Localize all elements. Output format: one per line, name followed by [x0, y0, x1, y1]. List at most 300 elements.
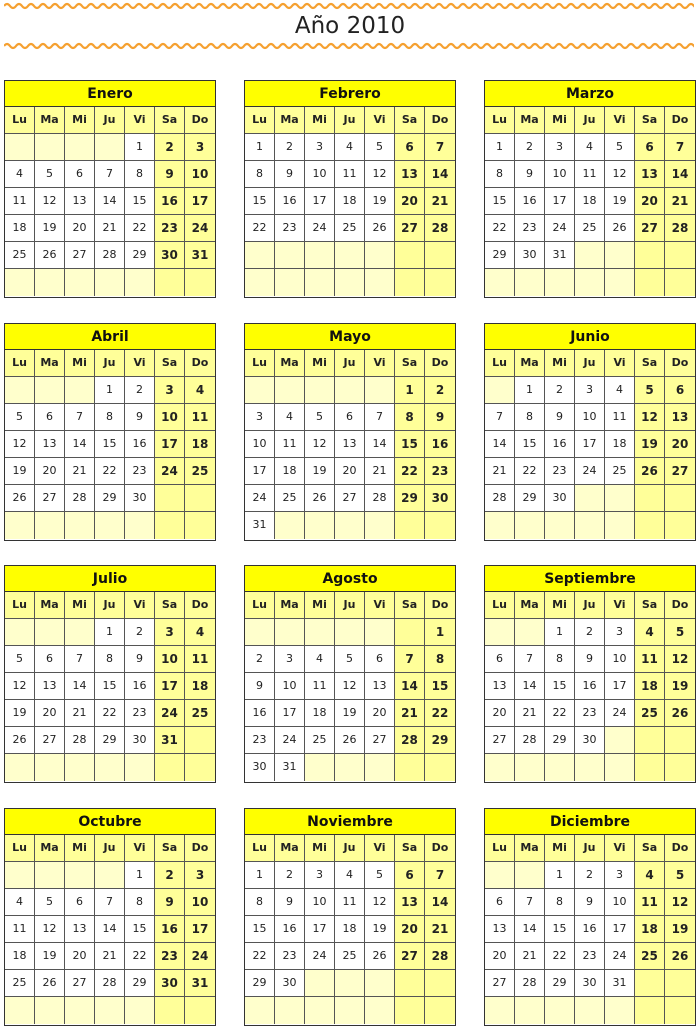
day-cell: 24 [605, 943, 635, 970]
week-row [485, 619, 695, 646]
day-cell: 12 [5, 673, 35, 700]
day-cell: 13 [665, 404, 695, 431]
day-cell: 21 [95, 215, 125, 242]
week-row [5, 646, 215, 673]
day-cell: 13 [35, 431, 65, 458]
day-cell: 21 [665, 188, 695, 215]
weekday-label: Mi [305, 107, 335, 134]
day-cell: 14 [95, 188, 125, 215]
day-cell: 1 [515, 377, 545, 404]
day-cell: 16 [245, 700, 275, 727]
empty-cell [485, 754, 515, 781]
day-cell: 5 [365, 862, 395, 889]
empty-cell [245, 242, 275, 269]
week-row [245, 619, 455, 646]
day-cell: 27 [395, 215, 425, 242]
day-cell: 20 [65, 943, 95, 970]
empty-cell [635, 269, 665, 296]
empty-cell [425, 997, 455, 1024]
month-name: Octubre [5, 809, 215, 835]
day-cell: 21 [515, 700, 545, 727]
day-cell: 5 [305, 404, 335, 431]
day-cell: 10 [185, 889, 215, 916]
day-cell: 7 [485, 404, 515, 431]
day-cell: 2 [275, 862, 305, 889]
day-cell: 23 [275, 215, 305, 242]
week-row [245, 404, 455, 431]
weekday-label: Sa [155, 835, 185, 862]
empty-cell [125, 269, 155, 296]
day-cell: 29 [395, 485, 425, 512]
day-cell: 1 [125, 862, 155, 889]
day-cell: 26 [5, 727, 35, 754]
week-row [5, 242, 215, 269]
empty-cell [395, 512, 425, 539]
empty-cell [65, 377, 95, 404]
day-cell: 30 [155, 242, 185, 269]
wave-decoration-bottom [4, 40, 694, 52]
week-row [5, 134, 215, 161]
day-cell: 27 [365, 727, 395, 754]
empty-cell [35, 754, 65, 781]
weekday-label: Lu [485, 592, 515, 619]
day-cell: 12 [365, 161, 395, 188]
day-cell: 6 [35, 646, 65, 673]
day-cell: 12 [5, 431, 35, 458]
week-row [485, 862, 695, 889]
day-cell: 15 [95, 431, 125, 458]
day-cell: 20 [35, 458, 65, 485]
empty-cell [335, 997, 365, 1024]
weekday-label: Sa [395, 107, 425, 134]
day-cell: 10 [155, 404, 185, 431]
day-cell: 20 [35, 700, 65, 727]
day-cell: 9 [275, 161, 305, 188]
day-cell: 1 [485, 134, 515, 161]
wave-decoration-top [4, 0, 694, 12]
weekday-header-row [485, 835, 695, 862]
day-cell: 21 [485, 458, 515, 485]
empty-cell [635, 970, 665, 997]
day-cell: 24 [305, 943, 335, 970]
weekday-label: Lu [245, 835, 275, 862]
week-row [5, 619, 215, 646]
week-row [5, 188, 215, 215]
weekday-label: Lu [245, 592, 275, 619]
weekday-label: Ju [95, 107, 125, 134]
day-cell: 7 [65, 404, 95, 431]
day-cell: 10 [575, 404, 605, 431]
day-cell: 27 [665, 458, 695, 485]
weekday-label: Ma [275, 592, 305, 619]
week-row [5, 161, 215, 188]
empty-cell [275, 242, 305, 269]
day-cell: 11 [275, 431, 305, 458]
day-cell: 2 [425, 377, 455, 404]
empty-cell [515, 754, 545, 781]
week-row [5, 269, 215, 296]
weekday-label: Vi [125, 835, 155, 862]
day-cell: 14 [515, 916, 545, 943]
day-cell: 24 [185, 215, 215, 242]
day-cell: 23 [275, 943, 305, 970]
day-cell: 8 [515, 404, 545, 431]
weekday-label: Ju [95, 835, 125, 862]
day-cell: 22 [125, 215, 155, 242]
weekday-label: Ma [35, 350, 65, 377]
day-cell: 6 [65, 161, 95, 188]
empty-cell [545, 997, 575, 1024]
empty-cell [95, 269, 125, 296]
day-cell: 19 [335, 700, 365, 727]
week-row [5, 431, 215, 458]
day-cell: 13 [365, 673, 395, 700]
weekday-label: Do [665, 835, 695, 862]
empty-cell [365, 619, 395, 646]
week-row [485, 673, 695, 700]
weekday-label: Ju [95, 350, 125, 377]
weekday-label: Sa [155, 592, 185, 619]
day-cell: 5 [5, 404, 35, 431]
weekday-label: Do [665, 592, 695, 619]
day-cell: 12 [665, 889, 695, 916]
day-cell: 11 [605, 404, 635, 431]
day-cell: 19 [5, 700, 35, 727]
day-cell: 1 [545, 619, 575, 646]
empty-cell [515, 512, 545, 539]
empty-cell [65, 512, 95, 539]
day-cell: 24 [575, 458, 605, 485]
day-cell: 1 [425, 619, 455, 646]
day-cell: 28 [65, 485, 95, 512]
day-cell: 13 [65, 916, 95, 943]
day-cell: 12 [605, 161, 635, 188]
day-cell: 19 [365, 188, 395, 215]
day-cell: 17 [305, 188, 335, 215]
empty-cell [185, 485, 215, 512]
day-cell: 18 [335, 188, 365, 215]
week-row [485, 404, 695, 431]
empty-cell [665, 997, 695, 1024]
day-cell: 14 [365, 431, 395, 458]
day-cell: 25 [305, 727, 335, 754]
weekday-header-row [5, 592, 215, 619]
empty-cell [35, 997, 65, 1024]
day-cell: 10 [155, 646, 185, 673]
day-cell: 13 [635, 161, 665, 188]
day-cell: 16 [125, 431, 155, 458]
day-cell: 30 [515, 242, 545, 269]
day-cell: 11 [635, 889, 665, 916]
day-cell: 26 [665, 943, 695, 970]
day-cell: 3 [245, 404, 275, 431]
empty-cell [335, 377, 365, 404]
weekday-label: Sa [635, 835, 665, 862]
day-cell: 2 [515, 134, 545, 161]
day-cell: 9 [155, 889, 185, 916]
page-title: Año 2010 [294, 13, 406, 39]
weekday-label: Sa [395, 592, 425, 619]
weekday-label: Do [185, 350, 215, 377]
weekday-header-row [245, 350, 455, 377]
empty-cell [65, 134, 95, 161]
day-cell: 4 [185, 619, 215, 646]
day-cell: 10 [275, 673, 305, 700]
weekday-label: Ju [575, 107, 605, 134]
day-cell: 30 [275, 970, 305, 997]
day-cell: 5 [365, 134, 395, 161]
day-cell: 29 [95, 727, 125, 754]
day-cell: 28 [95, 970, 125, 997]
month-name: Junio [485, 324, 695, 350]
day-cell: 4 [5, 889, 35, 916]
day-cell: 24 [305, 215, 335, 242]
day-cell: 17 [185, 188, 215, 215]
empty-cell [35, 619, 65, 646]
day-cell: 29 [95, 485, 125, 512]
day-cell: 16 [125, 673, 155, 700]
day-cell: 2 [245, 646, 275, 673]
day-cell: 19 [665, 673, 695, 700]
empty-cell [605, 242, 635, 269]
day-cell: 8 [125, 161, 155, 188]
empty-cell [305, 997, 335, 1024]
weekday-header-row [485, 107, 695, 134]
empty-cell [5, 269, 35, 296]
empty-cell [155, 512, 185, 539]
empty-cell [425, 512, 455, 539]
day-cell: 29 [545, 727, 575, 754]
empty-cell [125, 754, 155, 781]
day-cell: 25 [635, 943, 665, 970]
day-cell: 23 [155, 943, 185, 970]
day-cell: 3 [155, 619, 185, 646]
day-cell: 10 [245, 431, 275, 458]
day-cell: 6 [395, 134, 425, 161]
day-cell: 9 [425, 404, 455, 431]
day-cell: 11 [5, 916, 35, 943]
day-cell: 21 [65, 458, 95, 485]
weekday-label: Mi [545, 107, 575, 134]
day-cell: 1 [95, 619, 125, 646]
empty-cell [365, 269, 395, 296]
week-row [485, 161, 695, 188]
empty-cell [65, 862, 95, 889]
day-cell: 28 [365, 485, 395, 512]
weekday-label: Ma [515, 835, 545, 862]
day-cell: 8 [95, 646, 125, 673]
empty-cell [155, 997, 185, 1024]
day-cell: 18 [605, 431, 635, 458]
day-cell: 27 [635, 215, 665, 242]
weekday-header-row [485, 350, 695, 377]
day-cell: 22 [95, 700, 125, 727]
day-cell: 31 [245, 512, 275, 539]
day-cell: 14 [425, 161, 455, 188]
month-name: Abril [5, 324, 215, 350]
empty-cell [125, 997, 155, 1024]
day-cell: 5 [635, 377, 665, 404]
weekday-label: Mi [545, 592, 575, 619]
day-cell: 13 [395, 161, 425, 188]
day-cell: 29 [245, 970, 275, 997]
month-name: Septiembre [485, 566, 695, 592]
month-octubre [4, 808, 216, 1026]
day-cell: 18 [5, 943, 35, 970]
day-cell: 10 [305, 889, 335, 916]
empty-cell [575, 512, 605, 539]
day-cell: 8 [545, 646, 575, 673]
day-cell: 27 [35, 485, 65, 512]
day-cell: 23 [125, 700, 155, 727]
weekday-label: Do [185, 592, 215, 619]
day-cell: 21 [515, 943, 545, 970]
empty-cell [605, 485, 635, 512]
empty-cell [245, 269, 275, 296]
weekday-label: Vi [365, 592, 395, 619]
empty-cell [575, 997, 605, 1024]
empty-cell [155, 269, 185, 296]
week-row [245, 431, 455, 458]
weekday-label: Sa [635, 107, 665, 134]
weekday-label: Ma [275, 107, 305, 134]
day-cell: 16 [545, 431, 575, 458]
empty-cell [245, 619, 275, 646]
day-cell: 23 [515, 215, 545, 242]
day-cell: 16 [575, 916, 605, 943]
day-cell: 8 [545, 889, 575, 916]
empty-cell [665, 727, 695, 754]
day-cell: 21 [395, 700, 425, 727]
empty-cell [365, 377, 395, 404]
empty-cell [335, 754, 365, 781]
day-cell: 31 [605, 970, 635, 997]
weekday-label: Sa [635, 592, 665, 619]
week-row [245, 889, 455, 916]
day-cell: 6 [335, 404, 365, 431]
empty-cell [155, 754, 185, 781]
day-cell: 25 [5, 970, 35, 997]
week-row [245, 727, 455, 754]
weekday-label: Ma [35, 835, 65, 862]
weekday-header-row [485, 592, 695, 619]
week-row [245, 673, 455, 700]
day-cell: 13 [65, 188, 95, 215]
week-row [5, 754, 215, 781]
weekday-label: Ju [95, 592, 125, 619]
day-cell: 2 [155, 134, 185, 161]
day-cell: 31 [185, 242, 215, 269]
week-row [245, 458, 455, 485]
day-cell: 22 [395, 458, 425, 485]
empty-cell [95, 512, 125, 539]
weekday-label: Mi [545, 350, 575, 377]
day-cell: 3 [575, 377, 605, 404]
day-cell: 15 [425, 673, 455, 700]
weekday-header-row [245, 107, 455, 134]
empty-cell [575, 242, 605, 269]
empty-cell [95, 997, 125, 1024]
empty-cell [275, 997, 305, 1024]
day-cell: 25 [5, 242, 35, 269]
day-cell: 26 [635, 458, 665, 485]
empty-cell [275, 512, 305, 539]
day-cell: 5 [5, 646, 35, 673]
week-row [245, 970, 455, 997]
day-cell: 4 [5, 161, 35, 188]
empty-cell [485, 377, 515, 404]
weekday-label: Ju [575, 835, 605, 862]
day-cell: 15 [245, 916, 275, 943]
day-cell: 20 [485, 700, 515, 727]
week-row [485, 700, 695, 727]
day-cell: 3 [545, 134, 575, 161]
empty-cell [335, 970, 365, 997]
day-cell: 9 [515, 161, 545, 188]
month-name: Mayo [245, 324, 455, 350]
empty-cell [5, 754, 35, 781]
week-row [5, 997, 215, 1024]
week-row [485, 377, 695, 404]
day-cell: 4 [335, 862, 365, 889]
empty-cell [425, 269, 455, 296]
day-cell: 2 [125, 377, 155, 404]
empty-cell [485, 997, 515, 1024]
day-cell: 14 [665, 161, 695, 188]
day-cell: 22 [485, 215, 515, 242]
day-cell: 26 [5, 485, 35, 512]
day-cell: 15 [515, 431, 545, 458]
day-cell: 31 [185, 970, 215, 997]
empty-cell [395, 619, 425, 646]
day-cell: 4 [305, 646, 335, 673]
empty-cell [5, 134, 35, 161]
week-row [5, 700, 215, 727]
day-cell: 30 [575, 970, 605, 997]
empty-cell [155, 485, 185, 512]
day-cell: 18 [575, 188, 605, 215]
empty-cell [65, 269, 95, 296]
day-cell: 15 [95, 673, 125, 700]
day-cell: 24 [605, 700, 635, 727]
empty-cell [635, 512, 665, 539]
weekday-label: Vi [125, 107, 155, 134]
empty-cell [125, 512, 155, 539]
day-cell: 18 [635, 916, 665, 943]
day-cell: 22 [245, 215, 275, 242]
day-cell: 28 [425, 943, 455, 970]
week-row [485, 215, 695, 242]
day-cell: 20 [635, 188, 665, 215]
day-cell: 18 [335, 916, 365, 943]
weekday-label: Do [665, 107, 695, 134]
day-cell: 20 [65, 215, 95, 242]
calendar-grid [4, 80, 696, 1030]
empty-cell [5, 377, 35, 404]
day-cell: 31 [275, 754, 305, 781]
day-cell: 23 [545, 458, 575, 485]
day-cell: 27 [335, 485, 365, 512]
day-cell: 13 [335, 431, 365, 458]
day-cell: 3 [305, 862, 335, 889]
empty-cell [305, 970, 335, 997]
day-cell: 28 [395, 727, 425, 754]
day-cell: 24 [275, 727, 305, 754]
weekday-label: Vi [365, 835, 395, 862]
empty-cell [35, 512, 65, 539]
empty-cell [5, 997, 35, 1024]
day-cell: 6 [395, 862, 425, 889]
